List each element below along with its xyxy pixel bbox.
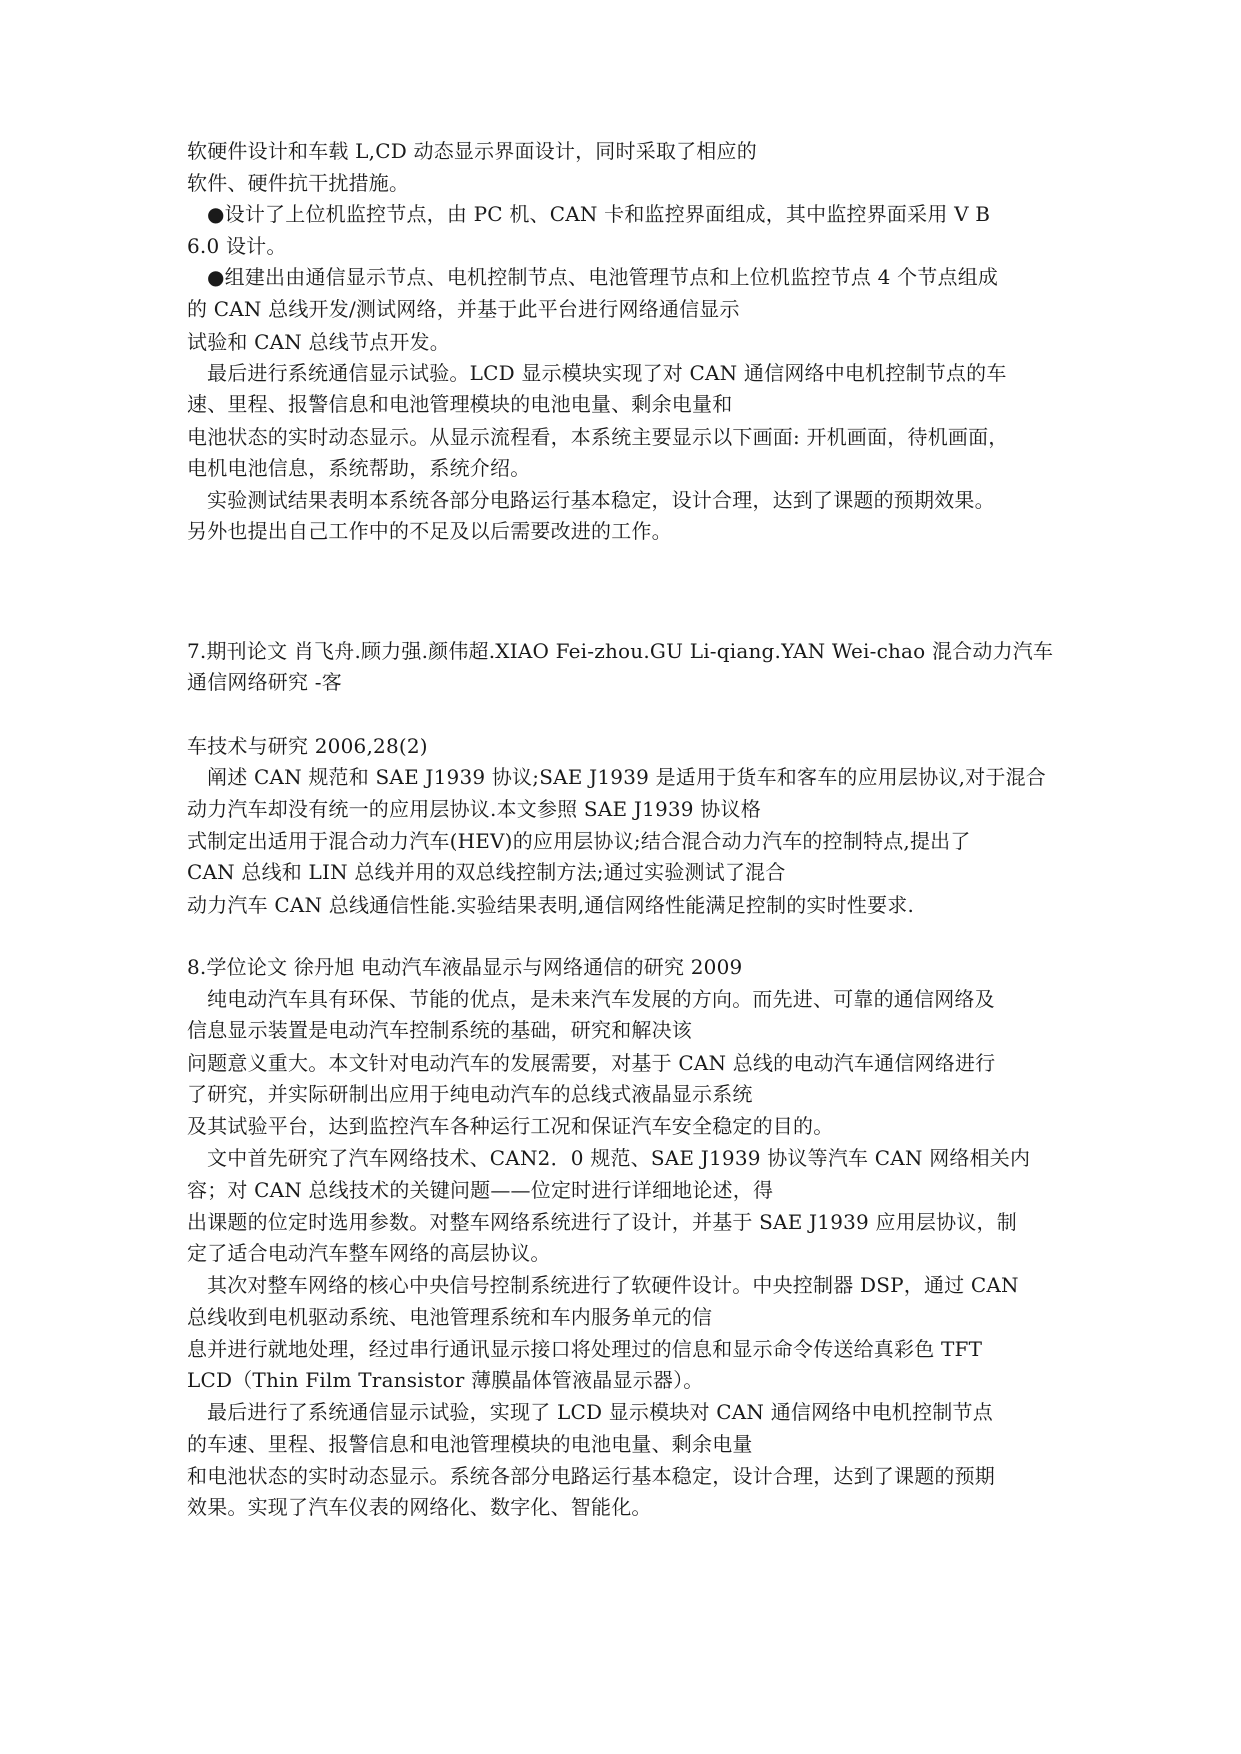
text-line: 容；对 CAN 总线技术的关键问题——位定时进行详细地论述，得 [187, 1178, 774, 1202]
text-line: 纯电动汽车具有环保、节能的优点，是未来汽车发展的方向。而先进、可靠的通信网络及 [207, 987, 995, 1011]
text-line: 出课题的位定时选用参数。对整车网络系统进行了设计，并基于 SAE J1939 应用层协议，制 [187, 1210, 1017, 1234]
text-line: 和电池状态的实时动态显示。系统各部分电路运行基本稳定，设计合理，达到了课题的预期 [187, 1464, 995, 1488]
text-line: 效果。实现了汽车仪表的网络化、数字化、智能化。 [187, 1495, 652, 1519]
text-line: 试验和 CAN 总线节点开发。 [187, 330, 450, 354]
text-line: 文中首先研究了汽车网络技术、CAN2．0 规范、SAE J1939 协议等汽车 CAN 网络相关内 [207, 1146, 1031, 1170]
text-line: 阐述 CAN 规范和 SAE J1939 协议;SAE J1939 是适用于货车和客车的应用层协议,对于混合 [207, 765, 1046, 789]
text-line: 的 CAN 总线开发/测试网络，并基于此平台进行网络通信显示 [187, 297, 740, 321]
text-line: 及其试验平台，达到监控汽车各种运行工况和保证汽车安全稳定的目的。 [187, 1114, 834, 1138]
text-line: 式制定出适用于混合动力汽车(HEV)的应用层协议;结合混合动力汽车的控制特点,提出了 [187, 829, 971, 853]
text-line: 信息显示装置是电动汽车控制系统的基础，研究和解决该 [187, 1018, 692, 1042]
text-line: 速、里程、报警信息和电池管理模块的电池电量、剩余电量和 [187, 392, 733, 416]
text-line: 动力汽车却没有统一的应用层协议.本文参照 SAE J1939 协议格 [187, 797, 761, 821]
text-line: 问题意义重大。本文针对电动汽车的发展需要，对基于 CAN 总线的电动汽车通信网络进行 [187, 1051, 996, 1075]
text-line: 最后进行了系统通信显示试验，实现了 LCD 显示模块对 CAN 通信网络中电机控制节点 [207, 1400, 993, 1424]
text-line: 6.0 设计。 [187, 234, 287, 258]
text-line: 车技术与研究 2006,28(2) [187, 734, 428, 758]
text-line: 电池状态的实时动态显示。从显示流程看，本系统主要显示以下画面: 开机画面，待机画面， [187, 425, 1009, 449]
text-line: ●组建出由通信显示节点、电机控制节点、电池管理节点和上位机监控节点 4 个节点组成 [207, 265, 999, 289]
text-line: 软件、硬件抗干扰措施。 [187, 171, 410, 195]
text-line: 了研究，并实际研制出应用于纯电动汽车的总线式液晶显示系统 [187, 1082, 753, 1106]
text-line: 其次对整车网络的核心中央信号控制系统进行了软硬件设计。中央控制器 DSP，通过 CAN [207, 1273, 1019, 1297]
text-line: 电机电池信息，系统帮助，系统介绍。 [187, 456, 531, 480]
text-line: ●设计了上位机监控节点，由 PC 机、CAN 卡和监控界面组成，其中监控界面采用 V B [207, 202, 991, 226]
reference-heading: 7.期刊论文 肖飞舟.顾力强.颜伟超.XIAO Fei-zhou.GU Li-qiang.YAN Wei-chao 混合动力汽车 [187, 639, 1054, 663]
text-line: LCD（Thin Film Transistor 薄膜晶体管液晶显示器）。 [187, 1368, 704, 1392]
text-line: 最后进行系统通信显示试验。LCD 显示模块实现了对 CAN 通信网络中电机控制节点的车 [207, 361, 1007, 385]
text-line: 动力汽车 CAN 总线通信性能.实验结果表明,通信网络性能满足控制的实时性要求. [187, 893, 915, 917]
text-line: 总线收到电机驱动系统、电池管理系统和车内服务单元的信 [187, 1305, 713, 1329]
text-line: 软硬件设计和车载 L,CD 动态显示界面设计，同时采取了相应的 [187, 139, 757, 163]
text-line: 息并进行就地处理，经过串行通讯显示接口将处理过的信息和显示命令传送给真彩色 TFT [187, 1337, 983, 1361]
text-line: CAN 总线和 LIN 总线并用的双总线控制方法;通过实验测试了混合 [187, 860, 786, 884]
text-line: 的车速、里程、报警信息和电池管理模块的电池电量、剩余电量 [187, 1432, 753, 1456]
reference-heading: 8.学位论文 徐丹旭 电动汽车液晶显示与网络通信的研究 2009 [187, 955, 743, 979]
text-line: 实验测试结果表明本系统各部分电路运行基本稳定，设计合理，达到了课题的预期效果。 [207, 488, 995, 512]
text-line: 定了适合电动汽车整车网络的高层协议。 [187, 1241, 551, 1265]
text-line: 另外也提出自己工作中的不足及以后需要改进的工作。 [187, 519, 672, 543]
text-line: 通信网络研究 -客 [187, 670, 342, 694]
